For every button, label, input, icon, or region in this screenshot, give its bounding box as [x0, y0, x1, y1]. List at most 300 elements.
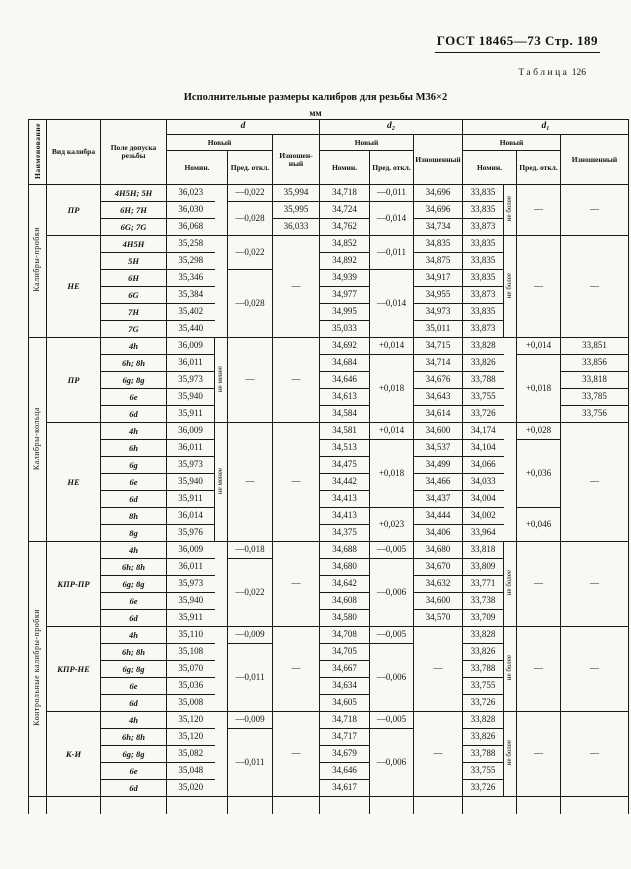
deviation-cell: —0,028 — [228, 202, 273, 236]
tolerance-field-cell: 4h — [101, 423, 167, 440]
deviation-cell: — — [517, 236, 561, 338]
table-number-label — [518, 68, 586, 78]
limit-note-cell — [215, 542, 228, 627]
tolerance-field-cell: 4h — [101, 627, 167, 644]
page-title: Исполнительные размеры калибров для резьбы М36×2 — [183, 92, 448, 103]
nominal-value-cell: 35,048 — [167, 763, 215, 780]
nominal-value-cell: 34,174 — [463, 423, 504, 440]
nominal-value-cell: 34,413 — [320, 508, 370, 525]
worn-value-cell: 34,537 — [414, 440, 463, 457]
limit-note-cell — [215, 236, 228, 338]
tolerance-field-cell: 6d — [101, 491, 167, 508]
nominal-value-cell: 34,708 — [320, 627, 370, 644]
nominal-value-cell: 33,835 — [463, 253, 504, 270]
deviation-cell: —0,022 — [228, 559, 273, 627]
nominal-value-cell: 34,892 — [320, 253, 370, 270]
worn-value-cell: 34,835 — [414, 236, 463, 253]
table-row — [29, 185, 629, 202]
nominal-value-cell: 33,835 — [463, 185, 504, 202]
limit-note-cell — [504, 236, 517, 338]
limit-note-cell — [504, 712, 517, 797]
nominal-value-cell: 33,873 — [463, 219, 504, 236]
deviation-cell: —0,009 — [228, 712, 273, 729]
tolerance-field-cell: 6Н — [101, 270, 167, 287]
nominal-value-cell: 34,066 — [463, 457, 504, 474]
nominal-value-cell: 34,613 — [320, 389, 370, 406]
nominal-value-cell: 35,298 — [167, 253, 215, 270]
tolerance-field-cell: 4h — [101, 712, 167, 729]
nominal-value-cell: 34,717 — [320, 729, 370, 746]
table-edge-spacer — [561, 797, 629, 814]
nominal-value-cell: 36,014 — [167, 508, 215, 525]
table-edge-spacer — [463, 797, 504, 814]
nominal-value-cell: 33,726 — [463, 780, 504, 797]
nominal-value-cell: 34,692 — [320, 338, 370, 355]
deviation-cell: +0,018 — [370, 440, 414, 508]
deviation-cell: —0,009 — [228, 627, 273, 644]
table-word: Таблица — [518, 68, 570, 78]
nominal-value-cell: 33,826 — [463, 355, 504, 372]
nominal-value-cell: 35,402 — [167, 304, 215, 321]
deviation-cell: —0,011 — [228, 644, 273, 712]
limit-note-text: не более — [505, 196, 514, 222]
deviation-cell: —0,006 — [370, 559, 414, 627]
table-bottom-edge — [29, 797, 629, 814]
nominal-value-cell: 35,911 — [167, 491, 215, 508]
nominal-value-cell: 36,068 — [167, 219, 215, 236]
worn-value-cell: — — [561, 185, 629, 236]
worn-value-cell: — — [414, 627, 463, 712]
tolerance-field-cell: 6h — [101, 440, 167, 457]
table-edge-spacer — [320, 797, 370, 814]
deviation-cell: —0,005 — [370, 627, 414, 644]
limit-note-cell — [215, 712, 228, 797]
nominal-value-cell: 35,120 — [167, 729, 215, 746]
nominal-value-cell: 34,475 — [320, 457, 370, 474]
nominal-value-cell: 33,835 — [463, 304, 504, 321]
tolerance-field-cell: 4Н5Н — [101, 236, 167, 253]
deviation-cell: —0,011 — [370, 185, 414, 202]
tolerance-field-cell: 7G — [101, 321, 167, 338]
table-edge-spacer — [29, 797, 47, 814]
nominal-value-cell: 34,605 — [320, 695, 370, 712]
worn-value-cell: 34,499 — [414, 457, 463, 474]
limit-note-cell — [504, 185, 517, 236]
nominal-value-cell: 35,440 — [167, 321, 215, 338]
nominal-value-cell: 34,608 — [320, 593, 370, 610]
worn-value-cell: — — [273, 236, 320, 338]
nominal-value-cell: 34,724 — [320, 202, 370, 219]
worn-value-cell: — — [273, 542, 320, 627]
nominal-value-cell: 35,973 — [167, 457, 215, 474]
table-edge-spacer — [228, 797, 273, 814]
worn-value-cell: — — [561, 423, 629, 542]
worn-value-cell: — — [273, 712, 320, 797]
worn-value-cell: 33,851 — [561, 338, 629, 355]
nominal-value-cell: 35,346 — [167, 270, 215, 287]
worn-value-cell: 35,994 — [273, 185, 320, 202]
column-group-d: d — [167, 120, 320, 135]
limit-note-cell — [504, 423, 517, 542]
tolerance-field-cell: 6e — [101, 474, 167, 491]
nominal-value-cell: 33,818 — [463, 542, 504, 559]
nominal-value-cell: 34,642 — [320, 576, 370, 593]
nominal-value-cell: 33,964 — [463, 525, 504, 542]
deviation-cell: +0,014 — [370, 423, 414, 440]
column-header-worn-d1: Изношенный — [561, 135, 629, 185]
limit-note-text: не более — [505, 655, 514, 681]
table-row — [29, 423, 629, 440]
deviation-cell: +0,023 — [370, 508, 414, 542]
column-header-name-text: Наименование — [32, 123, 42, 180]
worn-value-cell: 34,406 — [414, 525, 463, 542]
nominal-value-cell: 35,108 — [167, 644, 215, 661]
column-group-d1: d₁ — [463, 120, 629, 135]
nominal-value-cell: 34,705 — [320, 644, 370, 661]
table-header — [29, 120, 629, 185]
column-header-deviation-d: Пред. откл. — [228, 151, 273, 185]
nominal-value-cell: 35,940 — [167, 593, 215, 610]
worn-value-cell: 34,444 — [414, 508, 463, 525]
section-label — [29, 185, 47, 338]
nominal-value-cell: 36,030 — [167, 202, 215, 219]
deviation-cell: —0,005 — [370, 542, 414, 559]
nominal-value-cell: 33,826 — [463, 644, 504, 661]
column-header-name — [29, 120, 47, 185]
nominal-value-cell: 33,809 — [463, 559, 504, 576]
limit-note-text: не более — [505, 272, 514, 298]
nominal-value-cell: 34,995 — [320, 304, 370, 321]
tolerance-field-cell: 4h — [101, 338, 167, 355]
tolerance-field-cell: 6g; 8g — [101, 746, 167, 763]
worn-value-cell: 34,643 — [414, 389, 463, 406]
limit-note-text: не менее — [216, 365, 225, 392]
gauge-type-cell: ПР — [47, 338, 101, 423]
nominal-value-cell: 34,718 — [320, 185, 370, 202]
worn-value-cell: 34,696 — [414, 185, 463, 202]
worn-value-cell: 34,715 — [414, 338, 463, 355]
column-header-nominal-d: Номин. — [167, 151, 228, 185]
nominal-value-cell: 35,940 — [167, 389, 215, 406]
limit-note-cell — [504, 542, 517, 627]
gauge-type-cell: НЕ — [47, 423, 101, 542]
nominal-value-cell: 34,104 — [463, 440, 504, 457]
nominal-value-cell: 34,688 — [320, 542, 370, 559]
nominal-value-cell: 35,120 — [167, 712, 215, 729]
deviation-cell: —0,006 — [370, 644, 414, 712]
gauge-type-cell: КПР-НЕ — [47, 627, 101, 712]
nominal-value-cell: 33,771 — [463, 576, 504, 593]
worn-value-cell: 34,600 — [414, 423, 463, 440]
units-label: мм — [309, 108, 322, 118]
nominal-value-cell: 36,009 — [167, 338, 215, 355]
worn-value-cell: 34,632 — [414, 576, 463, 593]
deviation-cell: —0,006 — [370, 729, 414, 797]
table-edge-spacer — [504, 797, 517, 814]
worn-value-cell: 34,714 — [414, 355, 463, 372]
column-header-new-d1: Новый — [463, 135, 561, 151]
nominal-value-cell: 33,709 — [463, 610, 504, 627]
nominal-value-cell: 34,667 — [320, 661, 370, 678]
tolerance-field-cell: 6g — [101, 457, 167, 474]
worn-value-cell: — — [561, 712, 629, 797]
nominal-value-cell: 35,911 — [167, 610, 215, 627]
nominal-value-cell: 36,011 — [167, 559, 215, 576]
nominal-value-cell: 33,788 — [463, 746, 504, 763]
worn-value-cell: 34,466 — [414, 474, 463, 491]
limit-note-cell — [215, 185, 228, 236]
section-label — [29, 338, 47, 542]
table-number: 126 — [571, 68, 586, 78]
nominal-value-cell: 34,584 — [320, 406, 370, 423]
nominal-value-cell: 36,009 — [167, 542, 215, 559]
tolerance-field-cell: 8h — [101, 508, 167, 525]
deviation-cell: — — [517, 627, 561, 712]
column-header-worn-d: Изношенный — [273, 135, 320, 185]
nominal-value-cell: 34,581 — [320, 423, 370, 440]
nominal-value-cell: 36,009 — [167, 423, 215, 440]
limit-note-text: не более — [505, 740, 514, 766]
deviation-cell: +0,046 — [517, 508, 561, 542]
nominal-value-cell: 34,513 — [320, 440, 370, 457]
nominal-value-cell: 33,826 — [463, 729, 504, 746]
nominal-value-cell: 35,008 — [167, 695, 215, 712]
deviation-cell: —0,022 — [228, 236, 273, 270]
tolerance-field-cell: 6G; 7G — [101, 219, 167, 236]
worn-value-cell: 35,011 — [414, 321, 463, 338]
nominal-value-cell: 35,082 — [167, 746, 215, 763]
worn-value-cell: — — [561, 236, 629, 338]
nominal-value-cell: 35,973 — [167, 372, 215, 389]
nominal-value-cell: 36,011 — [167, 440, 215, 457]
nominal-value-cell: 33,788 — [463, 372, 504, 389]
nominal-value-cell: 33,828 — [463, 627, 504, 644]
nominal-value-cell: 34,442 — [320, 474, 370, 491]
worn-value-cell: 34,875 — [414, 253, 463, 270]
tolerance-field-cell: 6d — [101, 406, 167, 423]
deviation-cell: — — [517, 712, 561, 797]
worn-value-cell: — — [273, 338, 320, 423]
deviation-cell: — — [517, 542, 561, 627]
worn-value-cell: 34,734 — [414, 219, 463, 236]
nominal-value-cell: 35,070 — [167, 661, 215, 678]
section-label-text: Контрольные калибры-пробки — [32, 609, 42, 727]
nominal-value-cell: 34,718 — [320, 712, 370, 729]
nominal-value-cell: 35,110 — [167, 627, 215, 644]
nominal-value-cell: 33,873 — [463, 321, 504, 338]
gauge-dimensions-table — [28, 119, 629, 814]
gauge-type-cell: К-И — [47, 712, 101, 797]
tolerance-field-cell: 6e — [101, 593, 167, 610]
worn-value-cell: 34,570 — [414, 610, 463, 627]
table-edge-spacer — [370, 797, 414, 814]
worn-value-cell: — — [414, 712, 463, 797]
table-edge-spacer — [517, 797, 561, 814]
tolerance-field-cell: 6e — [101, 389, 167, 406]
nominal-value-cell: 34,033 — [463, 474, 504, 491]
section-label-text: Калибры-пробки — [32, 227, 42, 293]
nominal-value-cell: 34,004 — [463, 491, 504, 508]
limit-note-cell — [504, 338, 517, 423]
deviation-cell: —0,022 — [228, 185, 273, 202]
tolerance-field-cell: 6e — [101, 678, 167, 695]
nominal-value-cell: 34,646 — [320, 372, 370, 389]
deviation-cell: —0,011 — [228, 729, 273, 797]
tolerance-field-cell: 6h; 8h — [101, 355, 167, 372]
nominal-value-cell: 33,835 — [463, 236, 504, 253]
table-edge-spacer — [273, 797, 320, 814]
nominal-value-cell: 34,002 — [463, 508, 504, 525]
table-edge-spacer — [414, 797, 463, 814]
nominal-value-cell: 34,580 — [320, 610, 370, 627]
tolerance-field-cell: 7Н — [101, 304, 167, 321]
tolerance-field-cell: 4Н5Н; 5Н — [101, 185, 167, 202]
nominal-value-cell: 35,258 — [167, 236, 215, 253]
tolerance-field-cell: 5Н — [101, 253, 167, 270]
nominal-value-cell: 34,679 — [320, 746, 370, 763]
tolerance-field-cell: 6h; 8h — [101, 729, 167, 746]
column-group-d2: d₂ — [320, 120, 463, 135]
column-header-nominal-d2: Номин. — [320, 151, 370, 185]
worn-value-cell: 34,955 — [414, 287, 463, 304]
deviation-cell: +0,018 — [370, 355, 414, 423]
column-header-deviation-d2: Пред. откл. — [370, 151, 414, 185]
nominal-value-cell: 33,873 — [463, 287, 504, 304]
table-row — [29, 508, 629, 525]
worn-value-cell: — — [561, 542, 629, 627]
table-edge-spacer — [167, 797, 215, 814]
worn-value-cell: 33,818 — [561, 372, 629, 389]
worn-value-cell: 36,033 — [273, 219, 320, 236]
limit-note-text: не менее — [216, 467, 225, 494]
nominal-value-cell: 34,617 — [320, 780, 370, 797]
limit-note-cell — [215, 338, 228, 423]
table-row — [29, 627, 629, 644]
column-header-new-d: Новый — [167, 135, 273, 151]
nominal-value-cell: 33,726 — [463, 695, 504, 712]
nominal-value-cell: 35,033 — [320, 321, 370, 338]
nominal-value-cell: 34,852 — [320, 236, 370, 253]
column-header-deviation-d1: Пред. откл. — [517, 151, 561, 185]
worn-value-cell: 34,676 — [414, 372, 463, 389]
column-header-tolerance-field: Поле допуска резьбы — [101, 120, 167, 185]
nominal-value-cell: 34,413 — [320, 491, 370, 508]
nominal-value-cell: 34,375 — [320, 525, 370, 542]
nominal-value-cell: 34,684 — [320, 355, 370, 372]
tolerance-field-cell: 6h; 8h — [101, 559, 167, 576]
tolerance-field-cell: 6g; 8g — [101, 576, 167, 593]
nominal-value-cell: 36,011 — [167, 355, 215, 372]
section-label — [29, 542, 47, 797]
worn-value-cell: 34,680 — [414, 542, 463, 559]
limit-note-cell — [215, 423, 228, 542]
table-row — [29, 712, 629, 729]
worn-value-cell: 33,785 — [561, 389, 629, 406]
nominal-value-cell: 33,755 — [463, 763, 504, 780]
nominal-value-cell: 33,755 — [463, 389, 504, 406]
table-row — [29, 355, 629, 372]
nominal-value-cell: 35,973 — [167, 576, 215, 593]
nominal-value-cell: 33,738 — [463, 593, 504, 610]
nominal-value-cell: 36,023 — [167, 185, 215, 202]
tolerance-field-cell: 6e — [101, 763, 167, 780]
nominal-value-cell: 35,911 — [167, 406, 215, 423]
worn-value-cell: — — [273, 423, 320, 542]
worn-value-cell: 34,600 — [414, 593, 463, 610]
gauge-type-cell: КПР-ПР — [47, 542, 101, 627]
tolerance-field-cell: 6d — [101, 610, 167, 627]
nominal-value-cell: 33,755 — [463, 678, 504, 695]
nominal-value-cell: 34,762 — [320, 219, 370, 236]
nominal-value-cell: 33,726 — [463, 406, 504, 423]
worn-value-cell: 34,437 — [414, 491, 463, 508]
tolerance-field-cell: 6d — [101, 780, 167, 797]
column-header-gauge-type: Вид калибра — [47, 120, 101, 185]
worn-value-cell: 34,917 — [414, 270, 463, 287]
table-edge-spacer — [47, 797, 101, 814]
limit-note-cell — [504, 627, 517, 712]
nominal-value-cell: 33,828 — [463, 712, 504, 729]
deviation-cell: — — [517, 185, 561, 236]
worn-value-cell: 35,995 — [273, 202, 320, 219]
column-header-worn-d2: Изношенный — [414, 135, 463, 185]
table-edge-spacer — [215, 797, 228, 814]
nominal-value-cell: 33,828 — [463, 338, 504, 355]
tolerance-field-cell: 8g — [101, 525, 167, 542]
table-row — [29, 440, 629, 457]
table-edge-spacer — [101, 797, 167, 814]
deviation-cell: +0,014 — [370, 338, 414, 355]
worn-value-cell: 33,756 — [561, 406, 629, 423]
worn-value-cell: 34,973 — [414, 304, 463, 321]
worn-value-cell: — — [561, 627, 629, 712]
deviation-cell: +0,028 — [517, 423, 561, 440]
table-row — [29, 338, 629, 355]
deviation-cell: — — [228, 423, 273, 542]
table-body — [29, 185, 629, 814]
gost-page-header: ГОСТ 18465—73 Стр. 189 — [435, 33, 600, 53]
nominal-value-cell: 33,788 — [463, 661, 504, 678]
deviation-cell: +0,018 — [517, 355, 561, 423]
deviation-cell: —0,018 — [228, 542, 273, 559]
worn-value-cell: 34,670 — [414, 559, 463, 576]
nominal-value-cell: 34,939 — [320, 270, 370, 287]
column-header-nominal-d1: Номин. — [463, 151, 517, 185]
worn-value-cell: — — [273, 627, 320, 712]
worn-value-cell: 33,856 — [561, 355, 629, 372]
nominal-value-cell: 34,977 — [320, 287, 370, 304]
nominal-value-cell: 34,634 — [320, 678, 370, 695]
nominal-value-cell: 35,020 — [167, 780, 215, 797]
deviation-cell: +0,036 — [517, 440, 561, 508]
nominal-value-cell: 34,680 — [320, 559, 370, 576]
gauge-type-cell: ПР — [47, 185, 101, 236]
worn-value-cell: 34,696 — [414, 202, 463, 219]
tolerance-field-cell: 6G — [101, 287, 167, 304]
deviation-cell: —0,011 — [370, 236, 414, 270]
table-row — [29, 236, 629, 253]
nominal-value-cell: 33,835 — [463, 270, 504, 287]
deviation-cell: +0,014 — [517, 338, 561, 355]
limit-note-cell — [215, 627, 228, 712]
nominal-value-cell: 35,384 — [167, 287, 215, 304]
tolerance-field-cell: 4h — [101, 542, 167, 559]
nominal-value-cell: 35,036 — [167, 678, 215, 695]
tolerance-field-cell: 6d — [101, 695, 167, 712]
column-header-new-d2: Новый — [320, 135, 414, 151]
deviation-cell: —0,014 — [370, 202, 414, 236]
limit-note-text: не более — [505, 570, 514, 596]
